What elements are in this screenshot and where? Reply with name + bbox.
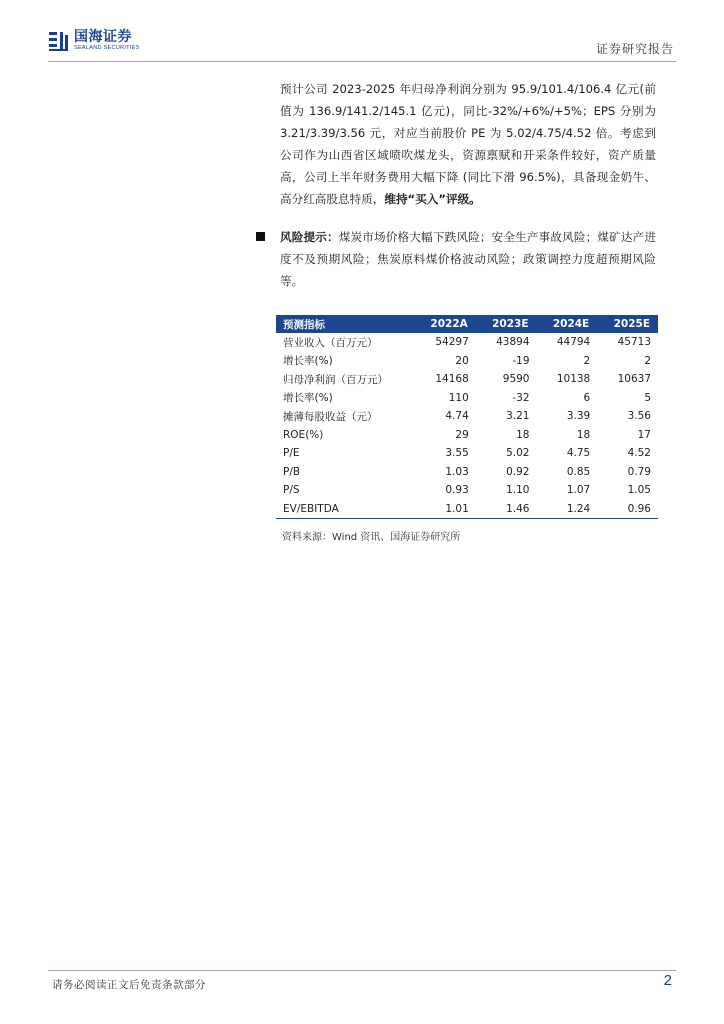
table-cell: 18 <box>516 428 530 441</box>
table-cell: 2 <box>644 354 651 367</box>
table-cell: 3.21 <box>506 410 530 423</box>
table-cell: 1.24 <box>537 500 598 519</box>
table-cell: 6 <box>583 391 591 404</box>
table-row <box>276 389 658 408</box>
column-header: 预测指标 <box>283 318 325 331</box>
table-cell: 0.85 <box>566 465 591 478</box>
report-type-title: 证券研究报告 <box>595 42 674 56</box>
table-cell: 3.55 <box>445 447 469 460</box>
risk-warning <box>280 226 656 292</box>
table-cell: 14168 <box>435 373 469 386</box>
row-label: 摊薄每股收益（元） <box>283 410 378 423</box>
risk-title: 风险提示： <box>280 230 339 244</box>
table-row <box>276 407 658 426</box>
table-cell: 1.05 <box>627 484 651 497</box>
logo-chinese-name: 国海证券 <box>74 29 132 46</box>
table-cell: 110 <box>448 391 469 404</box>
table-cell: 0.92 <box>506 465 530 478</box>
table-header-row <box>276 315 658 333</box>
row-label: P/E <box>283 447 300 460</box>
row-label: ROE(%) <box>283 428 324 441</box>
table-row <box>276 444 658 463</box>
table-cell: 2 <box>583 354 591 367</box>
table-cell: 29 <box>455 428 469 441</box>
row-label: 归母净利润（百万元） <box>283 373 388 386</box>
table-row <box>276 370 658 389</box>
company-logo <box>48 30 140 52</box>
table-cell: 10138 <box>556 373 591 386</box>
page-number: 2 <box>663 972 672 989</box>
table-cell: 0.93 <box>445 484 469 497</box>
table-cell: 1.10 <box>506 484 530 497</box>
table-row <box>276 352 658 371</box>
table-cell: 0.79 <box>627 465 651 478</box>
table-cell: -19 <box>512 354 530 367</box>
column-header: 2024E <box>552 318 590 330</box>
row-label: 营业收入（百万元） <box>283 336 378 349</box>
table-cell: 44794 <box>556 336 591 349</box>
column-header: 2022A <box>430 318 468 330</box>
table-cell: 5.02 <box>506 447 530 460</box>
table-cell: 18 <box>576 428 591 441</box>
summary-text: 预计公司 2023-2025 年归母净利润分别为 95.9/101.4/106.4 亿元(前值为 136.9/141.2/145.1 亿元)，同比-32%/+6%/+5%；EPS 分别为 3.21/3.39/3.56 元，对应当前股价 PE 为 5.02/4.75/4.52 倍。考虑到公司作为山西省区域喷吹煤龙头，资源禀赋和开采条件较好，资产质量高，公司上半年财务费用大幅下降 (同比下滑 96.5%)，具备现金奶牛、高分红高股息特质， <box>280 82 656 206</box>
table-cell: 4.74 <box>445 410 469 423</box>
table-cell: 4.52 <box>627 447 651 460</box>
table-row <box>276 481 658 500</box>
table-row <box>276 333 658 352</box>
table-cell: -32 <box>512 391 530 404</box>
column-header: 2023E <box>492 318 529 330</box>
table-source-note: 资料来源：Wind 资讯、国海证券研究所 <box>282 532 461 543</box>
table-cell: 10637 <box>617 373 651 386</box>
square-bullet-icon <box>256 232 265 241</box>
row-label: 增长率(%) <box>283 355 333 368</box>
row-label: P/B <box>283 465 301 478</box>
risk-text: 煤炭市场价格大幅下跌风险；安全生产事故风险；煤矿达产进度不及预期风险；焦炭原料煤价格波动风险；政策调控力度超预期风险等。 <box>280 230 656 288</box>
table-cell: 4.75 <box>566 447 591 460</box>
table-cell: 5 <box>644 391 651 404</box>
table-row <box>276 426 658 445</box>
table-cell: 45713 <box>617 336 651 349</box>
column-header: 2025E <box>613 318 650 330</box>
row-label: EV/EBITDA <box>276 500 414 519</box>
rating-text: 维持“买入”评级。 <box>384 192 481 206</box>
table-cell: 3.56 <box>627 410 651 423</box>
table-cell: 1.07 <box>566 484 591 497</box>
row-label: P/S <box>283 484 300 497</box>
table-cell: 3.39 <box>566 410 591 423</box>
table-cell: 1.46 <box>476 500 537 519</box>
table-cell: 1.01 <box>414 500 476 519</box>
table-cell: 17 <box>637 428 651 441</box>
row-label: 增长率(%) <box>283 392 333 405</box>
disclaimer-notice: 请务必阅读正文后免责条款部分 <box>52 979 206 991</box>
footer-divider <box>48 970 676 971</box>
table-row <box>276 500 658 519</box>
logo-mark-icon <box>48 30 70 52</box>
table-cell: 43894 <box>496 336 530 349</box>
main-content <box>280 78 656 292</box>
forecast-table <box>276 315 658 519</box>
table-cell: 9590 <box>502 373 530 386</box>
table-cell: 20 <box>455 354 469 367</box>
table-cell: 0.96 <box>597 500 658 519</box>
table-cell: 1.03 <box>445 465 469 478</box>
investment-summary-paragraph <box>280 78 656 210</box>
logo-english-name: SEALAND SECURITIES <box>74 45 140 52</box>
page-header <box>0 0 724 64</box>
header-divider <box>48 61 676 62</box>
table-cell: 54297 <box>435 336 469 349</box>
table-row <box>276 463 658 482</box>
